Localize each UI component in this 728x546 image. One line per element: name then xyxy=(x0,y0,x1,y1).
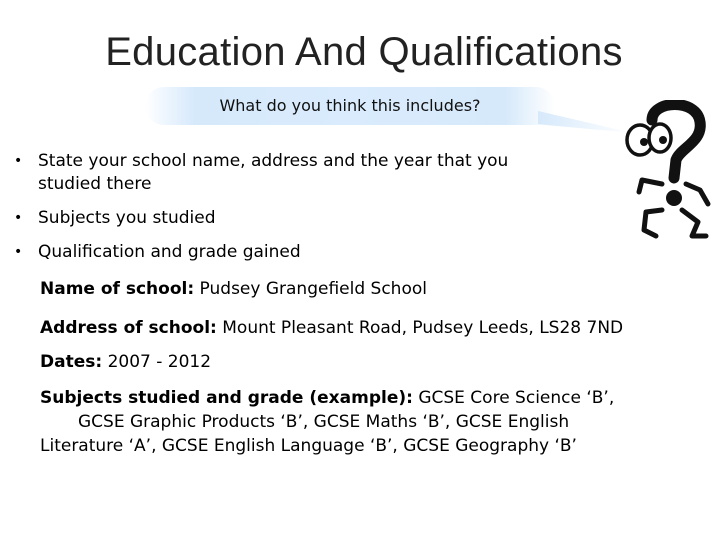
school-address-label: Address of school: xyxy=(40,318,217,338)
subjects-text: GCSE Core Science ‘B’, xyxy=(418,388,615,408)
bullet-icon: • xyxy=(14,244,23,260)
dates-value: 2007 - 2012 xyxy=(107,352,212,372)
bullet-text-cont: studied there xyxy=(38,174,152,194)
bullet-text: State your school name, address and the year that you xyxy=(38,151,509,171)
subjects-block xyxy=(40,386,720,458)
school-address-value: Mount Pleasant Road, Pudsey Leeds, LS28 7ND xyxy=(222,318,624,338)
school-name-label: Name of school: xyxy=(40,279,195,299)
school-name-line xyxy=(40,277,720,301)
bullet-text: Qualification and grade gained xyxy=(38,242,301,262)
bullet-icon: • xyxy=(14,153,23,169)
subjects-label: Subjects studied and grade (example): xyxy=(40,388,413,408)
bullet-text: Subjects you studied xyxy=(38,208,216,228)
dates-line xyxy=(40,350,720,374)
question-mark-figure-icon xyxy=(612,100,722,260)
school-name-value: Pudsey Grangefield School xyxy=(199,279,427,299)
dates-label: Dates: xyxy=(40,352,103,372)
list-item xyxy=(8,207,568,230)
subjects-text-cont: GCSE Graphic Products ‘B’, GCSE Maths ‘B’, GCSE English xyxy=(78,412,570,432)
school-address-line xyxy=(40,316,720,340)
page-title: Education And Qualifications xyxy=(105,30,623,74)
bullet-icon: • xyxy=(14,210,23,226)
speech-bubble xyxy=(145,87,555,125)
list-item xyxy=(8,241,568,264)
list-item xyxy=(8,150,568,196)
speech-bubble-text: What do you think this includes? xyxy=(219,96,481,115)
subjects-text-cont: Literature ‘A’, GCSE English Language ‘B’, GCSE Geography ‘B’ xyxy=(40,436,577,456)
bullet-list xyxy=(8,150,568,275)
